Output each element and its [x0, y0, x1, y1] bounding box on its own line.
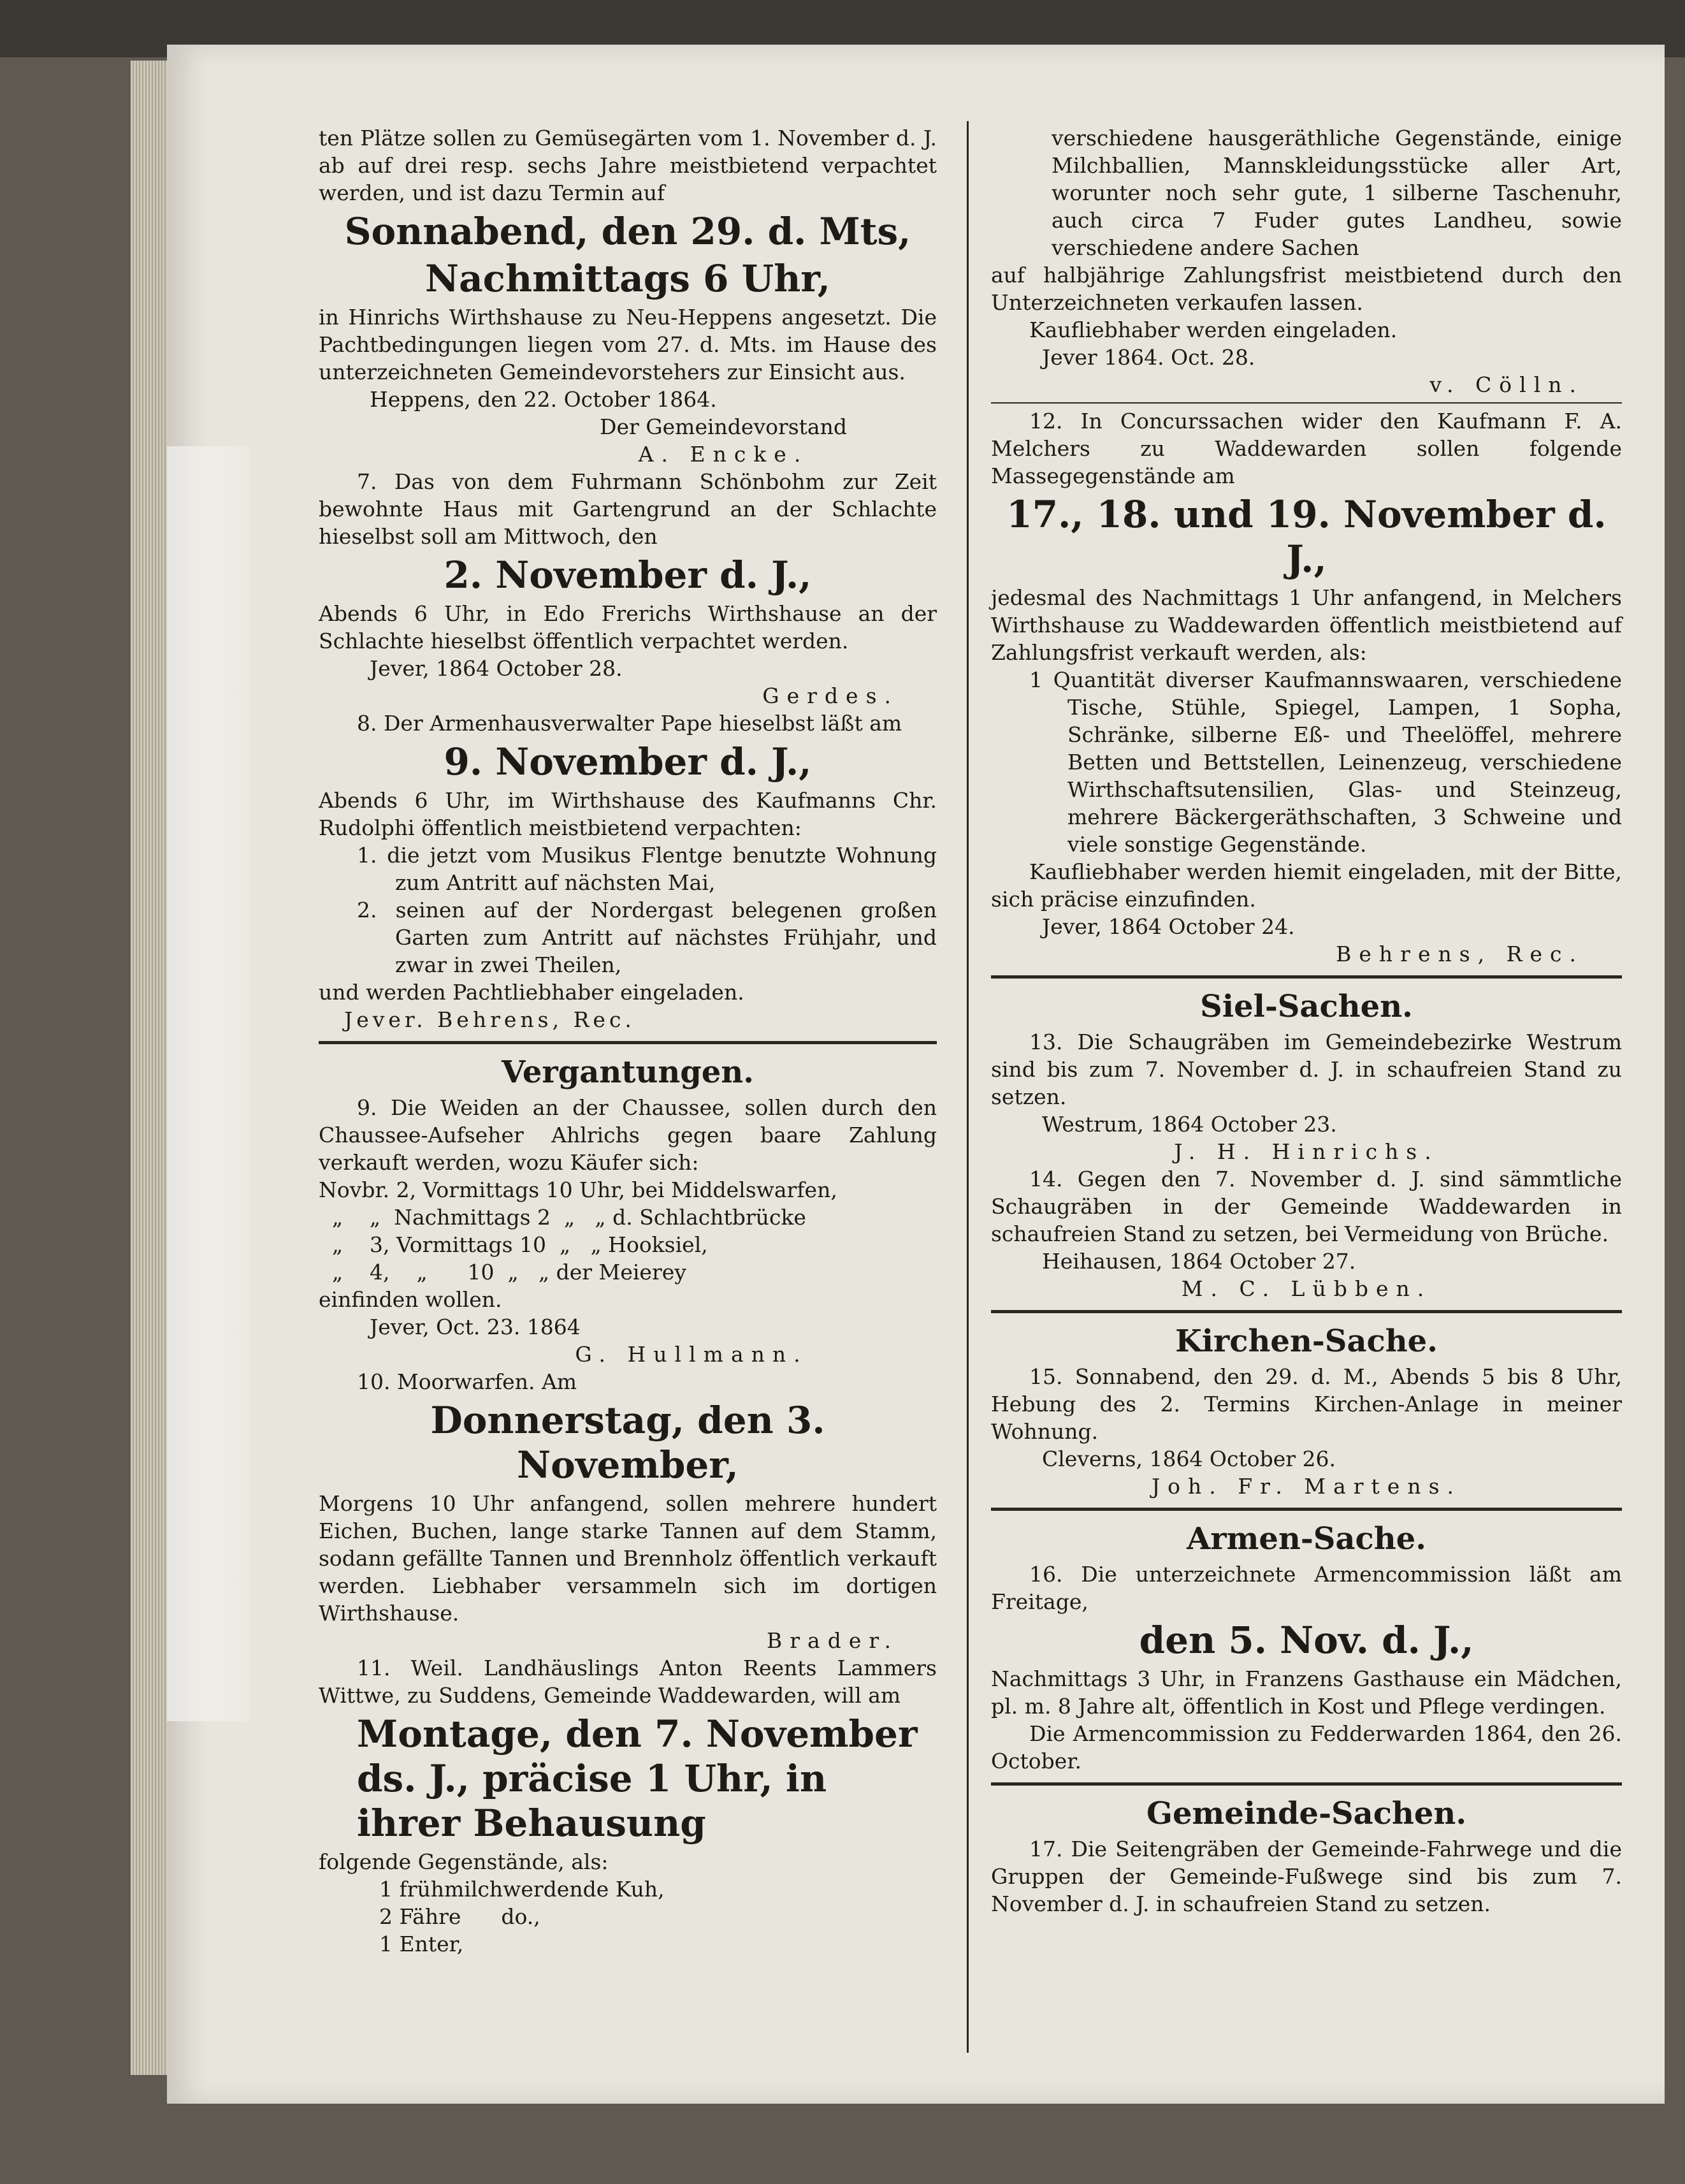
notice-11-text-2: folgende Gegenstände, als:: [319, 1849, 609, 1874]
notice-7-place: Jever, 1864 October 28.: [370, 656, 623, 681]
notice-16-signature: Die Armencommission zu Fedderwarden 1864, den 26. October.: [991, 1721, 1622, 1773]
notice-8-text-2: Abends 6 Uhr, im Wirthshause des Kaufmanns Chr. Rudolphi öffentlich meistbietend verpachten:: [319, 788, 937, 840]
notice-6-text: ten Plätze sollen zu Gemüsegärten vom 1. November d. J. ab auf drei resp. sechs Jahre meistbietend verpachtet werden, und ist dazu Termin auf: [319, 126, 937, 205]
notice-10-signature: Brader.: [767, 1628, 899, 1653]
page-fold-highlight: [167, 446, 250, 1721]
notice-7-date: 2. November d. J.,: [444, 553, 812, 597]
notice-10-text-2: Morgens 10 Uhr anfangend, sollen mehrere hundert Eichen, Buchen, lange starke Tannen auf dem Stamm, sodann gefällte Tannen und Brennholz öffentlich verkauft werden. Liebhaber versammeln sich im dortigen Wirthshause.: [319, 1491, 937, 1626]
notice-12-items: 1 Quantität diverser Kaufmannswaaren, verschiedene Tische, Stühle, Spiegel, Lampen, 1 Sopha, Schränke, silberne Eß- und Theelöffel, mehrere Betten und Bettstellen, Leinenzeug, verschiedene Wirthschaftsutensilien, Glas- und Steinzeug, mehrere Bäckergeräthschaften, 3 Schweine und viele sonstige Gegenstände.: [1029, 667, 1622, 857]
notice-13-signature: J. H. Hinrichs.: [1174, 1139, 1439, 1164]
column-divider: [967, 121, 969, 2053]
notice-12-text-3: Kaufliebhaber werden hiemit eingeladen, mit der Bitte, sich präcise einzufinden.: [991, 859, 1622, 912]
notice-12-text-2: jedesmal des Nachmittags 1 Uhr anfangend, in Melchers Wirthshause zu Waddewarden öffentlich meistbietend auf Zahlungsfrist verkauft werden, als:: [991, 585, 1622, 665]
notice-7-text: 7. Das von dem Fuhrmann Schönbohm zur Zeit bewohnte Haus mit Gartengrund an der Schlachte hieselbst soll am Mittwoch, den: [319, 469, 937, 549]
notice-11-signature: v. Cölln.: [1429, 372, 1584, 397]
notice-8-text-3: und werden Pachtliebhaber eingeladen.: [319, 980, 744, 1005]
notice-13-place: Westrum, 1864 October 23.: [1042, 1112, 1337, 1137]
notice-9-schedule-row: Novbr. 2, Vormittags 10 Uhr, bei Middelswarfen,: [319, 1177, 837, 1202]
notice-12-signature: Behrens, Rec.: [1336, 942, 1584, 966]
notice-9-schedule-row: „ 3, Vormittags 10 „ „ Hooksiel,: [319, 1232, 708, 1257]
notice-8-signature: Jever. Behrens, Rec.: [344, 1007, 635, 1032]
notice-11-date: Montage, den 7. November ds. J., präcise 1 Uhr, in ihrer Behausung: [357, 1712, 918, 1845]
notice-16-text: 16. Die unterzeichnete Armencommission läßt am Freitage,: [991, 1562, 1622, 1614]
notice-11-item: 2 Fähre do.,: [379, 1904, 540, 1929]
notice-10-date: Donnerstag, den 3. November,: [430, 1399, 825, 1487]
notice-13-text: 13. Die Schaugräben im Gemeindebezirke Westrum sind bis zum 7. November d. J. in schaufreien Stand zu setzen.: [991, 1030, 1622, 1109]
section-heading-armen-sache: Armen-Sache.: [1187, 1521, 1426, 1557]
notice-11-place: Jever 1864. Oct. 28.: [1042, 345, 1255, 370]
notice-9-text: 9. Die Weiden an der Chaussee, sollen durch den Chaussee-Aufseher Ahlrichs gegen baare Zahlung verkauft werden, wozu Käufer sich:: [319, 1095, 937, 1175]
section-heading-siel-sachen: Siel-Sachen.: [1200, 989, 1413, 1024]
section-rule: [991, 1782, 1622, 1786]
notice-6-date: Sonnabend, den 29. d. Mts,: [344, 210, 911, 253]
notice-11-text: 11. Weil. Landhäuslings Anton Reents Lammers Wittwe, zu Suddens, Gemeinde Waddewarden, will am: [319, 1656, 937, 1708]
notice-9-place: Jever, Oct. 23. 1864: [370, 1314, 581, 1339]
notice-8-item-2: 2. seinen auf der Nordergast belegenen großen Garten zum Antritt auf nächstes Frühjahr, und zwar in zwei Theilen,: [357, 898, 937, 977]
notice-6-signature-title: Der Gemeindevorstand: [600, 414, 847, 439]
section-rule: [991, 1310, 1622, 1313]
notice-8-item-1: 1. die jetzt vom Musikus Flentge benutzte Wohnung zum Antritt auf nächsten Mai,: [357, 843, 937, 895]
notice-8-text: 8. Der Armenhausverwalter Pape hieselbst läßt am: [357, 711, 902, 736]
section-heading-gemeinde-sachen: Gemeinde-Sachen.: [1146, 1796, 1467, 1831]
section-rule: [991, 1508, 1622, 1511]
notice-6-place: Heppens, den 22. October 1864.: [370, 387, 717, 412]
notice-6-signature: A. Encke.: [638, 442, 809, 467]
book-page-edges: [131, 61, 169, 2075]
notice-9-schedule-row: „ 4, „ 10 „ „ der Meierey: [319, 1260, 686, 1285]
notice-12-date: 17., 18. und 19. November d. J.,: [1006, 493, 1607, 581]
notice-12-place: Jever, 1864 October 24.: [1042, 914, 1295, 939]
notice-15-signature: Joh. Fr. Martens.: [1151, 1474, 1462, 1499]
notice-9-schedule-row: „ „ Nachmittags 2 „ „ d. Schlachtbrücke: [319, 1205, 806, 1230]
section-heading-vergantungen: Vergantungen.: [502, 1054, 754, 1090]
notice-7-text-2: Abends 6 Uhr, in Edo Frerichs Wirthshause an der Schlachte hieselbst öffentlich verpachtet werden.: [319, 601, 937, 653]
notice-14-signature: M. C. Lübben.: [1181, 1276, 1432, 1301]
notice-7-signature: Gerdes.: [762, 683, 899, 708]
notice-16-date: den 5. Nov. d. J.,: [1139, 1619, 1474, 1662]
right-column: [991, 124, 1622, 2159]
notice-15-text: 15. Sonnabend, den 29. d. M., Abends 5 bis 8 Uhr, Hebung des 2. Termins Kirchen-Anlage in meiner Wohnung.: [991, 1364, 1622, 1444]
notice-11-continued-2: auf halbjährige Zahlungsfrist meistbietend durch den Unterzeichneten verkaufen lassen.: [991, 263, 1622, 315]
notice-12-text: 12. In Concurssachen wider den Kaufmann F. A. Melchers zu Waddewarden sollen folgende Massegegenstände am: [991, 409, 1622, 488]
notice-10-text: 10. Moorwarfen. Am: [357, 1369, 577, 1394]
section-rule: [991, 975, 1622, 979]
notice-11-continued-3: Kaufliebhaber werden eingeladen.: [1029, 317, 1398, 342]
notice-9-signature: G. Hullmann.: [575, 1342, 808, 1367]
section-heading-kirchen-sache: Kirchen-Sache.: [1175, 1323, 1438, 1359]
section-rule-thin: [991, 402, 1622, 404]
notice-6-text-2: in Hinrichs Wirthshause zu Neu-Heppens angesetzt. Die Pachtbedingungen liegen vom 27. d. Mts. im Hause des unterzeichneten Gemeindevorstehers zur Einsicht aus.: [319, 305, 937, 384]
notice-15-place: Cleverns, 1864 October 26.: [1042, 1446, 1336, 1471]
notice-11-continued: verschiedene hausgeräthliche Gegenstände, einige Milchballien, Mannskleidungsstücke aller Art, worunter noch sehr gute, 1 silberne Taschenuhr, auch circa 7 Fuder gutes Landheu, sowie verschiedene andere Sachen: [1052, 126, 1622, 260]
section-rule: [319, 1041, 937, 1044]
notice-11-item: 1 Enter,: [379, 1932, 464, 1956]
notice-8-date: 9. November d. J.,: [444, 740, 812, 783]
notice-9-text-2: einfinden wollen.: [319, 1287, 502, 1312]
notice-16-text-2: Nachmittags 3 Uhr, in Franzens Gasthause ein Mädchen, pl. m. 8 Jahre alt, öffentlich in Kost und Pflege verdingen.: [991, 1666, 1622, 1719]
notice-14-place: Heihausen, 1864 October 27.: [1042, 1249, 1356, 1274]
notice-17-text: 17. Die Seitengräben der Gemeinde-Fahrwege und die Gruppen der Gemeinde-Fußwege sind bis zum 7. November d. J. in schaufreien Stand zu setzen.: [991, 1837, 1622, 1916]
notice-6-time: Nachmittags 6 Uhr,: [425, 257, 830, 300]
notice-11-item: 1 frühmilchwerdende Kuh,: [379, 1877, 665, 1902]
notice-14-text: 14. Gegen den 7. November d. J. sind sämmtliche Schaugräben in der Gemeinde Waddewarden in schaufreien Stand zu setzen, bei Vermeidung von Brüche.: [991, 1167, 1622, 1246]
left-column: [319, 124, 937, 2159]
